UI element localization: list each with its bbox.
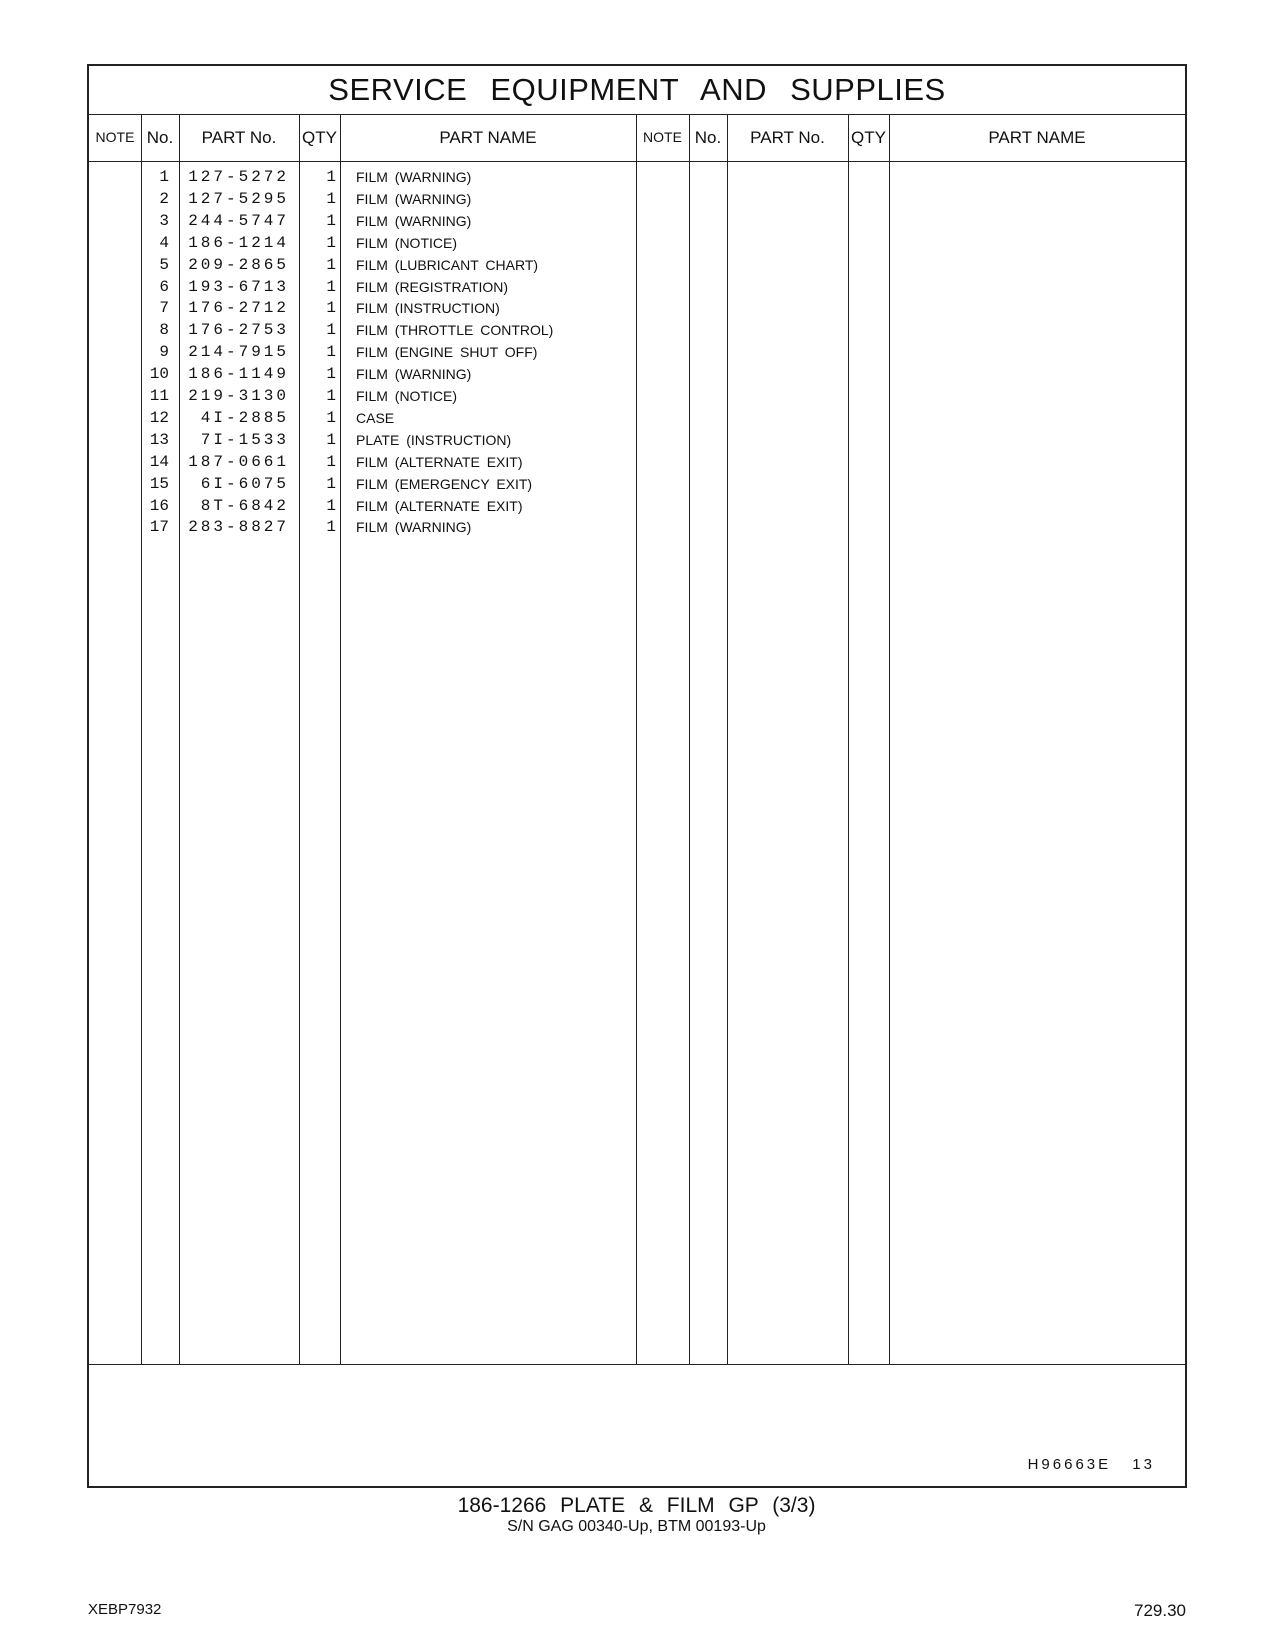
header-no-left: No. (146, 128, 174, 147)
quantity: 1 (326, 496, 336, 515)
item-number: 14 (149, 452, 169, 471)
table-row (89, 297, 636, 320)
table-row (89, 210, 636, 233)
quantity: 1 (326, 474, 336, 493)
item-number: 4 (159, 233, 169, 252)
part-number: 209-2865 (188, 255, 289, 274)
column-divider (727, 114, 728, 1365)
quantity: 1 (326, 299, 336, 318)
header-note-left: NOTE (95, 129, 135, 145)
part-name: FILM (ALTERNATE EXIT) (356, 453, 523, 470)
part-number: 4I-2885 (200, 408, 289, 427)
item-number: 13 (149, 430, 169, 449)
part-name: FILM (REGISTRATION) (356, 278, 509, 295)
table-row (89, 495, 636, 518)
quantity: 1 (326, 211, 336, 230)
part-number: 6I-6075 (200, 474, 289, 493)
part-number: 176-2753 (188, 321, 289, 340)
table-row (89, 385, 636, 408)
table-row (89, 232, 636, 255)
table-row (89, 254, 636, 277)
table-row (89, 451, 636, 474)
table-row (89, 188, 636, 211)
quantity: 1 (326, 408, 336, 427)
reference-code: H96663E 13 (1027, 1456, 1155, 1473)
item-number: 11 (149, 387, 169, 405)
table-row (89, 473, 636, 496)
item-number: 8 (159, 321, 169, 340)
header-no-right: No. (694, 128, 722, 147)
column-divider (889, 114, 890, 1365)
table-row (89, 341, 636, 364)
item-number: 15 (149, 474, 169, 493)
page-number: 729.30 (1134, 1601, 1186, 1620)
column-divider (848, 114, 849, 1365)
item-number: 17 (149, 518, 169, 537)
part-number: 176-2712 (188, 299, 289, 318)
header-part-no-left: PART No. (201, 128, 277, 147)
quantity: 1 (326, 452, 336, 471)
table-row (89, 429, 636, 452)
page-title: SERVICE EQUIPMENT AND SUPPLIES (89, 66, 1185, 115)
part-number: 8T-6842 (200, 496, 289, 515)
item-number: 6 (159, 277, 169, 296)
table-row (89, 319, 636, 342)
table-row (89, 516, 636, 539)
header-part-name-right: PART NAME (988, 128, 1086, 147)
item-number: 12 (149, 408, 169, 427)
part-name: FILM (WARNING) (356, 519, 472, 536)
part-number: 186-1214 (188, 233, 289, 252)
quantity: 1 (326, 233, 336, 252)
part-number: 283-8827 (188, 518, 289, 537)
item-number: 5 (159, 255, 169, 274)
part-name: FILM (EMERGENCY EXIT) (356, 475, 533, 492)
part-name: FILM (LUBRICANT CHART) (356, 256, 539, 273)
header-note-right: NOTE (643, 129, 682, 145)
header-part-name-left: PART NAME (439, 128, 537, 147)
column-divider (689, 114, 690, 1365)
quantity: 1 (326, 321, 336, 340)
header-part-no-right: PART No. (750, 128, 825, 147)
part-name: CASE (356, 409, 395, 426)
table-bottom-border (89, 1364, 1185, 1365)
part-number: 244-5747 (188, 211, 289, 230)
part-number: 7I-1533 (200, 430, 289, 449)
part-name: FILM (THROTTLE CONTROL) (356, 322, 554, 339)
table-row (89, 166, 636, 189)
item-number: 3 (159, 211, 169, 230)
part-number: 193-6713 (188, 277, 289, 296)
item-number: 16 (149, 496, 169, 515)
item-number: 2 (159, 189, 169, 208)
part-name: FILM (INSTRUCTION) (356, 300, 500, 317)
quantity: 1 (326, 387, 336, 405)
part-number: 187-0661 (188, 452, 289, 471)
part-number: 214-7915 (188, 343, 289, 362)
part-name: PLATE (INSTRUCTION) (356, 431, 512, 448)
group-caption: 186-1266 PLATE & FILM GP (3/3) (457, 1494, 816, 1517)
item-number: 7 (159, 299, 169, 318)
part-name: FILM (NOTICE) (356, 388, 457, 404)
header-qty-left: QTY (302, 128, 337, 147)
table-row (89, 407, 636, 430)
table-row (89, 363, 636, 386)
part-number: 127-5272 (188, 168, 289, 186)
header-qty-right: QTY (851, 128, 886, 147)
part-name: FILM (ENGINE SHUT OFF) (356, 344, 538, 361)
quantity: 1 (326, 255, 336, 274)
item-number: 9 (159, 343, 169, 362)
part-name: FILM (WARNING) (356, 190, 472, 207)
item-number: 1 (159, 168, 169, 186)
part-name: FILM (NOTICE) (356, 234, 457, 251)
part-number: 219-3130 (188, 387, 289, 405)
quantity: 1 (326, 518, 336, 537)
serial-number-range: S/N GAG 00340-Up, BTM 00193-Up (507, 1518, 766, 1535)
quantity: 1 (326, 430, 336, 449)
quantity: 1 (326, 189, 336, 208)
document-id: XEBP7932 (88, 1601, 162, 1618)
quantity: 1 (326, 365, 336, 384)
part-name: FILM (ALTERNATE EXIT) (356, 497, 523, 514)
part-name: FILM (WARNING) (356, 212, 472, 229)
quantity: 1 (326, 277, 336, 296)
parts-table-frame (87, 64, 1187, 1488)
part-number: 186-1149 (188, 365, 289, 384)
quantity: 1 (326, 168, 336, 186)
part-name: FILM (WARNING) (356, 169, 472, 185)
quantity: 1 (326, 343, 336, 362)
item-number: 10 (149, 365, 169, 384)
column-divider (636, 114, 637, 1365)
part-name: FILM (WARNING) (356, 366, 472, 383)
table-row (89, 276, 636, 299)
part-number: 127-5295 (188, 189, 289, 208)
